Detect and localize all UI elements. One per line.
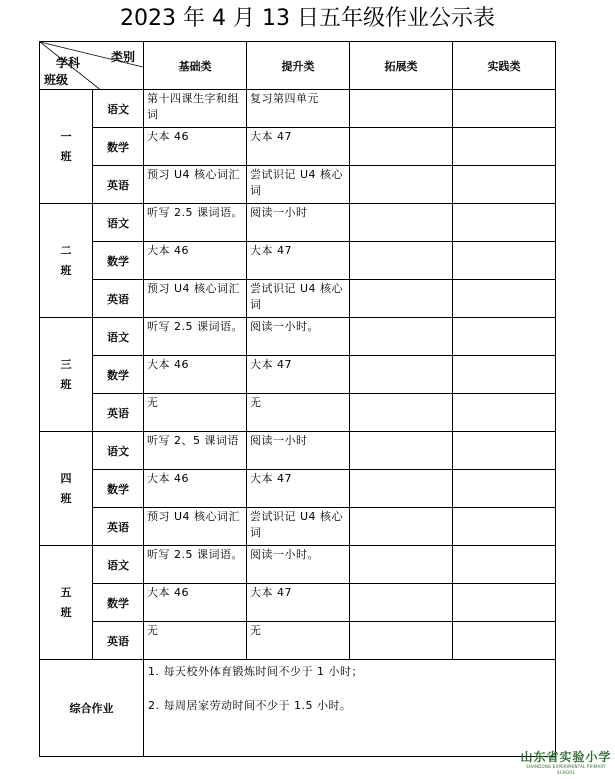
class-name-line2: 班 <box>60 149 72 163</box>
column-header-extend: 拓展类 <box>350 42 453 90</box>
task-cell-basic: 听写 2.5 课词语。 <box>144 546 247 584</box>
task-cell-practice <box>453 394 556 432</box>
task-cell-basic: 大本 46 <box>144 470 247 508</box>
table-row <box>40 356 556 394</box>
task-cell-basic: 大本 46 <box>144 242 247 280</box>
class-name-line2: 班 <box>60 491 72 505</box>
subject-cell: 数学 <box>93 584 144 622</box>
class-name-line2: 班 <box>60 377 72 391</box>
task-cell-advanced: 尝试识记 U4 核心词 <box>247 166 350 204</box>
task-cell-extend <box>350 432 453 470</box>
table-row <box>40 546 556 584</box>
task-cell-extend <box>350 508 453 546</box>
task-cell-extend <box>350 394 453 432</box>
task-cell-advanced: 大本 47 <box>247 128 350 166</box>
class-name-cell <box>40 546 93 660</box>
task-cell-advanced: 大本 47 <box>247 584 350 622</box>
school-logo <box>520 750 612 776</box>
class-name-line1: 四 <box>60 471 72 485</box>
table-row <box>40 432 556 470</box>
corner-subject-label: 学科 <box>56 56 81 70</box>
task-cell-extend <box>350 546 453 584</box>
logo-name-en: SHANDONG EXPERIMENTAL PRIMARY SCHOOL <box>526 764 606 775</box>
table-row <box>40 394 556 432</box>
table-row <box>40 204 556 242</box>
comprehensive-item: 2. 每周居家劳动时间不少于 1.5 小时。 <box>148 699 352 712</box>
task-cell-basic: 听写 2.5 课词语。 <box>144 204 247 242</box>
task-cell-practice <box>453 432 556 470</box>
task-cell-practice <box>453 470 556 508</box>
subject-cell: 数学 <box>93 356 144 394</box>
task-cell-basic: 听写 2、5 课词语 <box>144 432 247 470</box>
task-cell-basic: 大本 46 <box>144 128 247 166</box>
class-name-cell <box>40 90 93 204</box>
class-name-cell <box>40 318 93 432</box>
task-cell-practice <box>453 90 556 128</box>
task-cell-practice <box>453 546 556 584</box>
corner-class-label: 班级 <box>44 73 69 87</box>
task-cell-advanced: 阅读一小时。 <box>247 318 350 356</box>
task-cell-practice <box>453 508 556 546</box>
table-row <box>40 584 556 622</box>
task-cell-advanced: 无 <box>247 394 350 432</box>
task-cell-extend <box>350 280 453 318</box>
task-cell-extend <box>350 356 453 394</box>
table-row <box>40 90 556 128</box>
subject-cell: 语文 <box>93 90 144 128</box>
task-cell-advanced: 尝试识记 U4 核心词 <box>247 508 350 546</box>
task-cell-extend <box>350 584 453 622</box>
subject-cell: 语文 <box>93 318 144 356</box>
class-name-line2: 班 <box>60 263 72 277</box>
task-cell-advanced: 大本 47 <box>247 242 350 280</box>
task-cell-extend <box>350 470 453 508</box>
task-cell-basic: 第十四课生字和组词 <box>144 90 247 128</box>
task-cell-basic: 大本 46 <box>144 356 247 394</box>
task-cell-basic: 无 <box>144 622 247 660</box>
task-cell-basic: 预习 U4 核心词汇 <box>144 166 247 204</box>
task-cell-advanced: 大本 47 <box>247 356 350 394</box>
task-cell-practice <box>453 356 556 394</box>
table-row <box>40 318 556 356</box>
task-cell-extend <box>350 166 453 204</box>
class-name-line1: 一 <box>60 129 72 143</box>
class-name-line1: 二 <box>60 243 72 257</box>
subject-cell: 数学 <box>93 242 144 280</box>
comprehensive-content <box>144 660 556 757</box>
class-name-cell <box>40 432 93 546</box>
task-cell-practice <box>453 280 556 318</box>
comprehensive-item: 1. 每天校外体育锻炼时间不少于 1 小时； <box>148 665 363 678</box>
table-row <box>40 470 556 508</box>
subject-cell: 语文 <box>93 432 144 470</box>
task-cell-basic: 听写 2.5 课词语。 <box>144 318 247 356</box>
class-name-cell <box>40 204 93 318</box>
subject-cell: 英语 <box>93 280 144 318</box>
task-cell-practice <box>453 242 556 280</box>
column-header-practice: 实践类 <box>453 42 556 90</box>
task-cell-extend <box>350 242 453 280</box>
subject-cell: 英语 <box>93 508 144 546</box>
task-cell-advanced: 阅读一小时。 <box>247 546 350 584</box>
table-row <box>40 508 556 546</box>
task-cell-basic: 预习 U4 核心词汇 <box>144 280 247 318</box>
task-cell-advanced: 尝试识记 U4 核心词 <box>247 280 350 318</box>
table-row <box>40 622 556 660</box>
task-cell-extend <box>350 622 453 660</box>
task-cell-extend <box>350 204 453 242</box>
column-header-advanced: 提升类 <box>247 42 350 90</box>
task-cell-advanced: 复习第四单元 <box>247 90 350 128</box>
table-row <box>40 280 556 318</box>
table-row <box>40 166 556 204</box>
subject-cell: 数学 <box>93 128 144 166</box>
task-cell-extend <box>350 90 453 128</box>
page-title: 2023 年 4 月 13 日五年级作业公示表 <box>120 6 495 31</box>
subject-cell: 英语 <box>93 622 144 660</box>
task-cell-advanced: 阅读一小时 <box>247 432 350 470</box>
class-name-line1: 三 <box>60 357 72 371</box>
table-row <box>40 128 556 166</box>
corner-header-cell <box>40 42 144 90</box>
task-cell-advanced: 大本 47 <box>247 470 350 508</box>
task-cell-basic: 无 <box>144 394 247 432</box>
subject-cell: 英语 <box>93 166 144 204</box>
subject-cell: 语文 <box>93 546 144 584</box>
task-cell-practice <box>453 622 556 660</box>
subject-cell: 英语 <box>93 394 144 432</box>
class-name-line2: 班 <box>60 605 72 619</box>
homework-table <box>39 41 556 757</box>
task-cell-practice <box>453 204 556 242</box>
task-cell-practice <box>453 584 556 622</box>
subject-cell: 数学 <box>93 470 144 508</box>
task-cell-basic: 大本 46 <box>144 584 247 622</box>
task-cell-basic: 预习 U4 核心词汇 <box>144 508 247 546</box>
table-row <box>40 242 556 280</box>
task-cell-practice <box>453 318 556 356</box>
task-cell-practice <box>453 166 556 204</box>
subject-cell: 语文 <box>93 204 144 242</box>
corner-category-label: 类别 <box>110 50 135 64</box>
header-row <box>40 42 556 90</box>
comprehensive-label: 综合作业 <box>40 660 144 757</box>
task-cell-extend <box>350 128 453 166</box>
logo-name-cn: 山东省实验小学 <box>520 750 612 764</box>
task-cell-advanced: 无 <box>247 622 350 660</box>
comprehensive-row <box>40 660 556 757</box>
column-header-basic: 基础类 <box>144 42 247 90</box>
task-cell-advanced: 阅读一小时 <box>247 204 350 242</box>
task-cell-practice <box>453 128 556 166</box>
class-name-line1: 五 <box>60 585 72 599</box>
task-cell-extend <box>350 318 453 356</box>
